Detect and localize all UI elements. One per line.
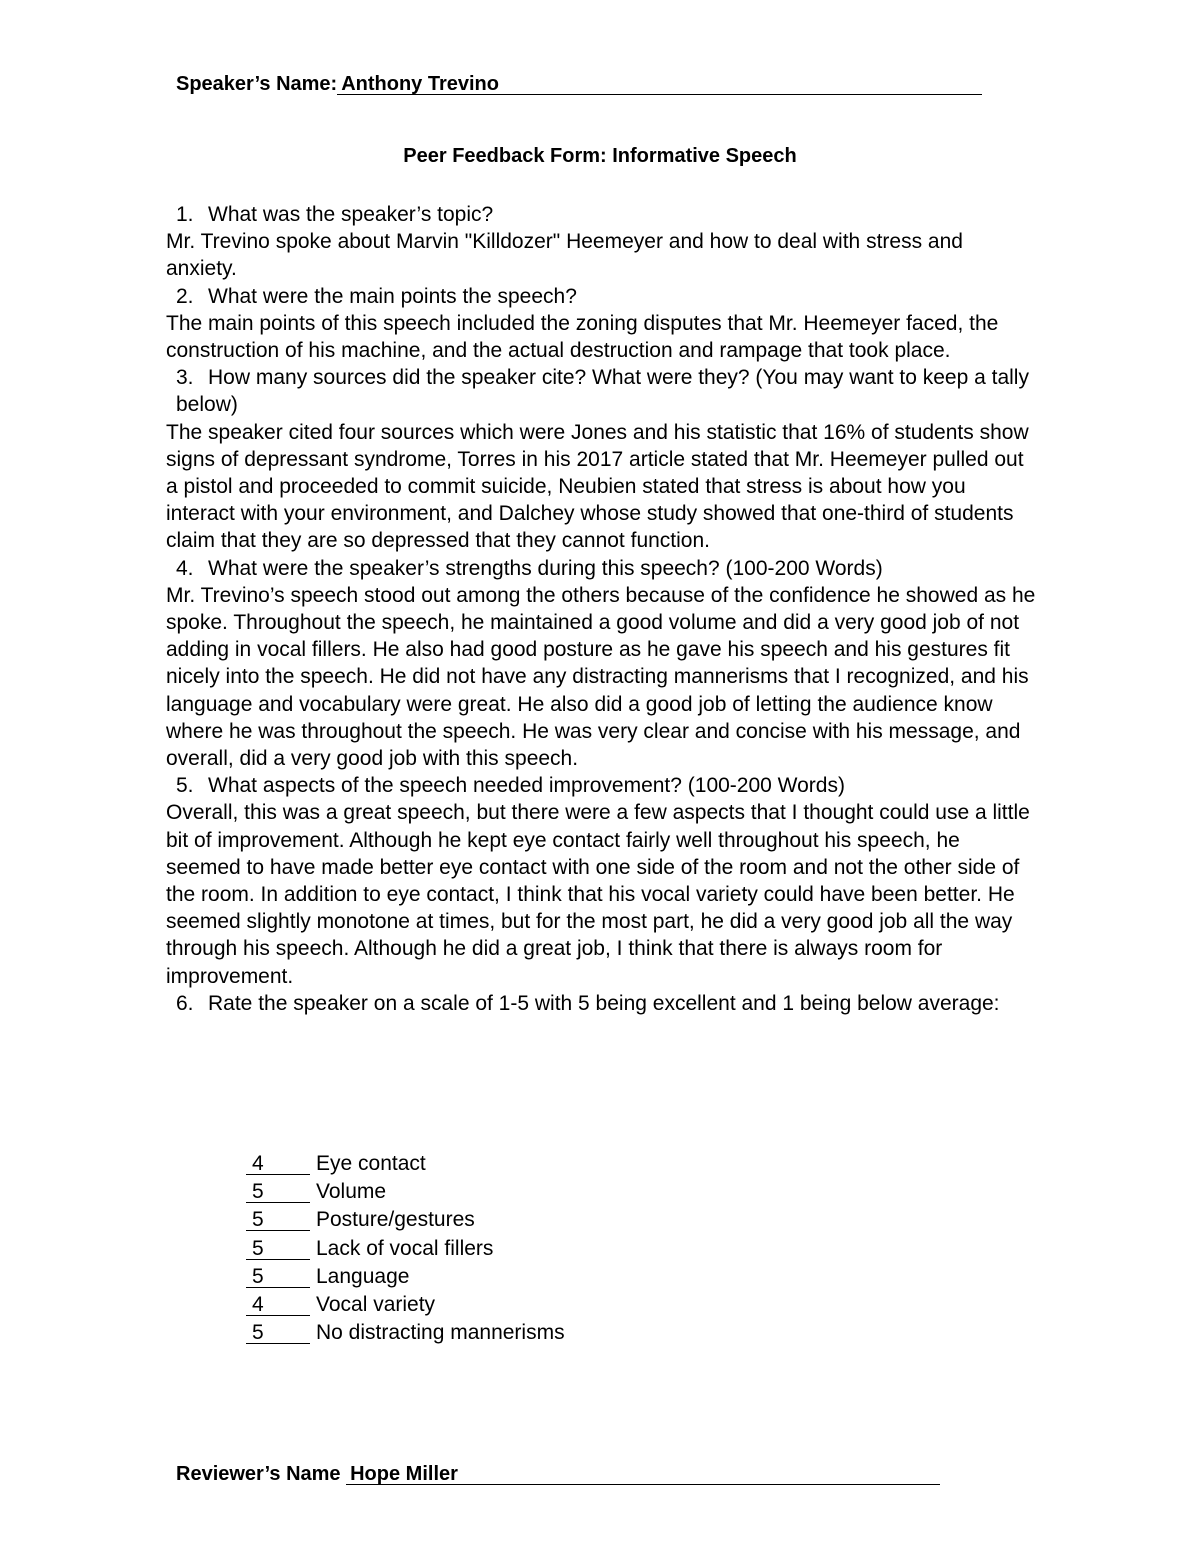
reviewer-name-line (176, 1462, 940, 1486)
rating-score: 5 (246, 1239, 310, 1260)
ratings-list (246, 1150, 565, 1347)
rating-score: 4 (246, 1154, 310, 1175)
question-number: 1. (176, 203, 194, 226)
rating-criterion: Eye contact (316, 1152, 426, 1175)
rating-score: 5 (246, 1182, 310, 1203)
question-number: 2. (176, 284, 194, 308)
rating-criterion: Lack of vocal fillers (316, 1236, 494, 1260)
rating-criterion: No distracting mannerisms (316, 1321, 565, 1345)
question-number: 4. (176, 556, 194, 580)
rating-criterion: Language (316, 1264, 410, 1288)
answer-3: The speaker cited four sources which were Jones and his statistic that 16% of students show signs of depressant syndrome, Torres in his 2017 article stated that Mr. Heemeyer pulled out a pistol and proceeded to commit suicide, Neubien stated that stress is about how you interact with your environment, and Dalchey whose study showed that one-third of students claim that they are so depressed that they cannot function. (166, 420, 1029, 553)
question-6 (166, 990, 1036, 1017)
question-text: What was the speaker’s topic? (208, 203, 494, 226)
rating-row-vocal-fillers (246, 1235, 565, 1263)
speaker-name-line (176, 72, 982, 96)
answer-4: Mr. Trevino’s speech stood out among the others because of the confidence he showed as he spoke. Throughout the speech, he maintained a good volume and did a very good job of not adding in vocal fillers. He also had good posture as he gave his speech and his gestures fit nicely into the speech. He did not have any distracting mannerisms that I recognized, and his language and vocabulary were great. He also did a good job of letting the audience know where he was throughout the speech. He was very clear and concise with his message, and overall, did a very good job with this speech. (166, 583, 1036, 771)
reviewer-name-value: Hope Miller (346, 1464, 940, 1485)
question-text: How many sources did the speaker cite? What were they? (You may want to keep a tally below) (176, 366, 1029, 417)
rating-score: 5 (246, 1323, 310, 1344)
question-3 (166, 364, 1036, 418)
rating-criterion: Vocal variety (316, 1293, 436, 1317)
rating-row-volume (246, 1178, 565, 1206)
questions-section (166, 201, 1036, 1017)
rating-row-eye-contact (246, 1150, 565, 1178)
question-2 (166, 283, 1036, 310)
rating-score: 5 (246, 1210, 310, 1231)
rating-score: 4 (246, 1295, 310, 1316)
question-text: What were the main points the speech? (208, 284, 577, 308)
answer-2: The main points of this speech included the zoning disputes that Mr. Heemeyer faced, the construction of his machine, and the actual destruction and rampage that took place. (166, 311, 999, 363)
speaker-name-label: Speaker’s Name: (176, 73, 338, 95)
answer-5: Overall, this was a great speech, but there were a few aspects that I thought could use a little bit of improvement. Although he kept eye contact fairly well throughout his speech, he seemed to have made better eye contact with one side of the room and not the other side of the room. In addition to eye contact, I think that his vocal variety could have been better. He seemed slightly monotone at times, but for the most part, he did a very good job all the way through his speech. Although he did a great job, I think that there is always room for improvement. (166, 801, 1030, 988)
question-number: 3. (176, 366, 194, 390)
question-text: What were the speaker’s strengths during this speech? (100-200 Words) (208, 556, 883, 580)
question-number: 5. (176, 774, 194, 798)
form-title: Peer Feedback Form: Informative Speech (403, 145, 797, 167)
question-number: 6. (176, 991, 194, 1015)
rating-row-vocal-variety (246, 1291, 565, 1319)
speaker-name-value: Anthony Trevino (337, 74, 982, 95)
question-4 (166, 555, 1036, 582)
answer-1: Mr. Trevino spoke about Marvin "Killdozer" Heemeyer and how to deal with stress and anxiety. (166, 230, 963, 281)
rating-criterion: Posture/gestures (316, 1208, 475, 1232)
rating-row-mannerisms (246, 1319, 565, 1347)
question-5 (166, 772, 1036, 799)
reviewer-name-label: Reviewer’s Name (176, 1463, 341, 1485)
rating-criterion: Volume (316, 1180, 387, 1204)
question-text: What aspects of the speech needed improvement? (100-200 Words) (208, 774, 845, 798)
rating-score: 5 (246, 1267, 310, 1288)
question-1 (166, 201, 1036, 228)
rating-row-language (246, 1263, 565, 1291)
rating-row-posture-gestures (246, 1206, 565, 1234)
question-text: Rate the speaker on a scale of 1-5 with 5 being excellent and 1 being below average: (208, 991, 1000, 1015)
